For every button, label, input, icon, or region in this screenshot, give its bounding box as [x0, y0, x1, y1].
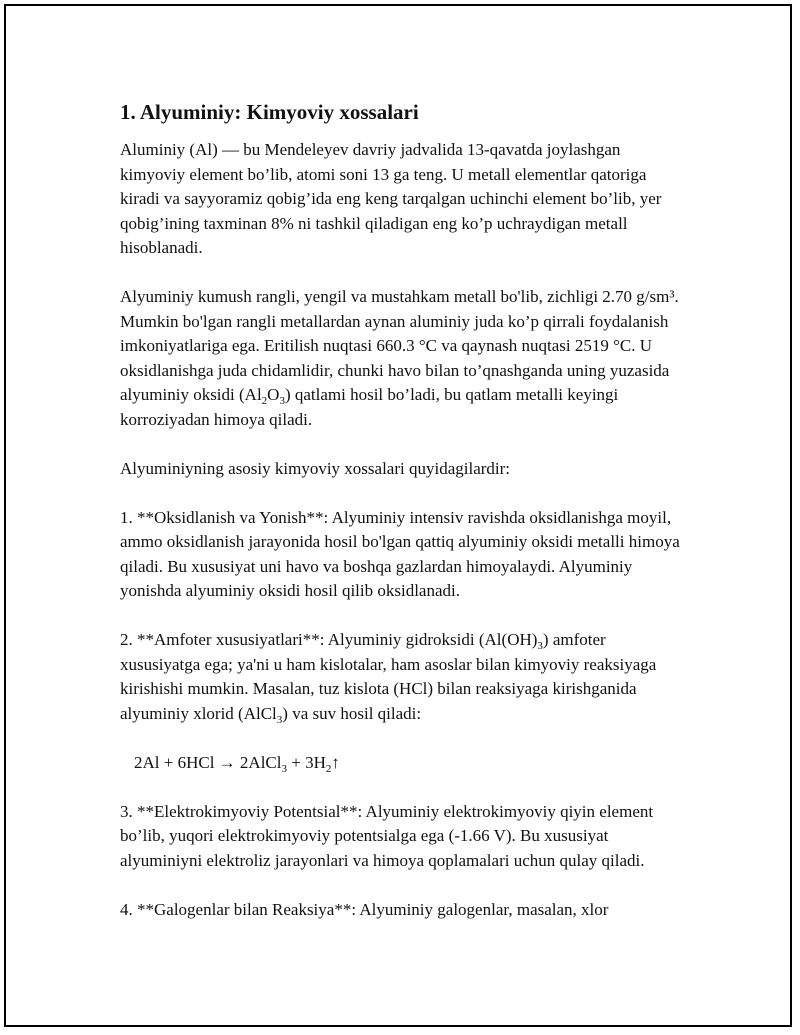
text-run: 2Al + 6HCl → 2AlCl: [134, 752, 282, 772]
list-item-amphoteric: [120, 628, 680, 726]
document-content: [120, 98, 680, 947]
subscript: 3: [537, 640, 543, 652]
document-page: [4, 4, 792, 1027]
section-title: 1. Alyuminiy: Kimyoviy xossalari: [120, 100, 419, 124]
subscript: 3: [276, 713, 283, 726]
text-run: + 3H: [287, 752, 326, 772]
text-run: 2. **Amfoter xususiyatlari**: Alyuminiy gidroksidi (Al(OH): [120, 630, 538, 649]
text-run: ) amfoter xususiyatga ega; ya'ni u ham kislotalar, ham asoslar bilan kimyoviy reaksiyaga kirishishi mumkin. Masalan, tuz kislota (HCl) bilan reaksiyaga kirishganida alyuminiy xlorid (AlCl: [120, 630, 657, 723]
text-run: O: [267, 385, 280, 404]
subscript: 2: [261, 395, 268, 407]
paragraph-list-intro: Alyuminiyning asosiy kimyoviy xossalari quyidagilardir:: [120, 458, 511, 478]
list-item-electrochemical: 3. **Elektrokimyoviy Potentsial**: Alyuminiy elektrokimyoviy qiyin element bo’lib, yuqori elektrokimyoviy potentsialga ega (-1.66 V). Bu xususiyat alyuminiyni elektroliz jarayonlari va himoya qoplamalari uchun qulay qiladi.: [120, 801, 654, 870]
text-run: ) va suv hosil qiladi:: [282, 703, 422, 723]
text-run: Alyuminiy kumush rangli, yengil va mustahkam metall bo'lib, zichligi 2.70 g/sm³. Mumkin bo'lgan rangli metallardan aynan aluminiy juda ko’p qirrali foydalanish imkoniyatlariga ega. Eritilish nuqtasi 660.3 °C va qaynash nuqtasi 2519 °C. U oksidlanishga juda chidamlidir, chunki havo bilan to’qnashganda uning yuzasida alyuminiy oksidi (Al: [120, 287, 679, 404]
subscript: 2: [325, 762, 332, 775]
text-run: ) qatlami hosil bo’ladi, bu qatlam metalli keyingi korroziyadan himoya qiladi.: [120, 385, 619, 429]
text-run: ↑: [331, 752, 340, 772]
list-item-halogens: 4. **Galogenlar bilan Reaksiya**: Alyuminiy galogenlar, masalan, xlor: [120, 899, 609, 919]
list-item-oxidation: 1. **Oksidlanish va Yonish**: Alyuminiy intensiv ravishda oksidlanishga moyil, ammo oksidlanish jarayonida hosil bo'lgan qattiq alyuminiy oksidi metalli himoya qiladi. Bu xususiyat uni havo va boshqa gazlardan himoyalaydi. Alyuminiy yonishda alyuminiy oksidi hosil qilib oksidlanadi.: [120, 507, 680, 600]
subscript: 3: [281, 762, 287, 775]
subscript: 3: [279, 395, 285, 407]
paragraph-physical-properties: [120, 285, 680, 432]
paragraph-intro: Aluminiy (Al) — bu Mendeleyev davriy jadvalida 13-qavatda joylashgan kimyoviy element bo’lib, atomi soni 13 ga teng. U metall elementlar qatoriga kiradi va sayyoramiz qobig’ida eng keng tarqalgan uchinchi element bo’lib, yer qobig’ining taxminan 8% ni tashkil qiladigan eng ko’p uchraydigan metall hisoblanadi.: [120, 140, 662, 257]
chemical-equation: [120, 751, 680, 776]
